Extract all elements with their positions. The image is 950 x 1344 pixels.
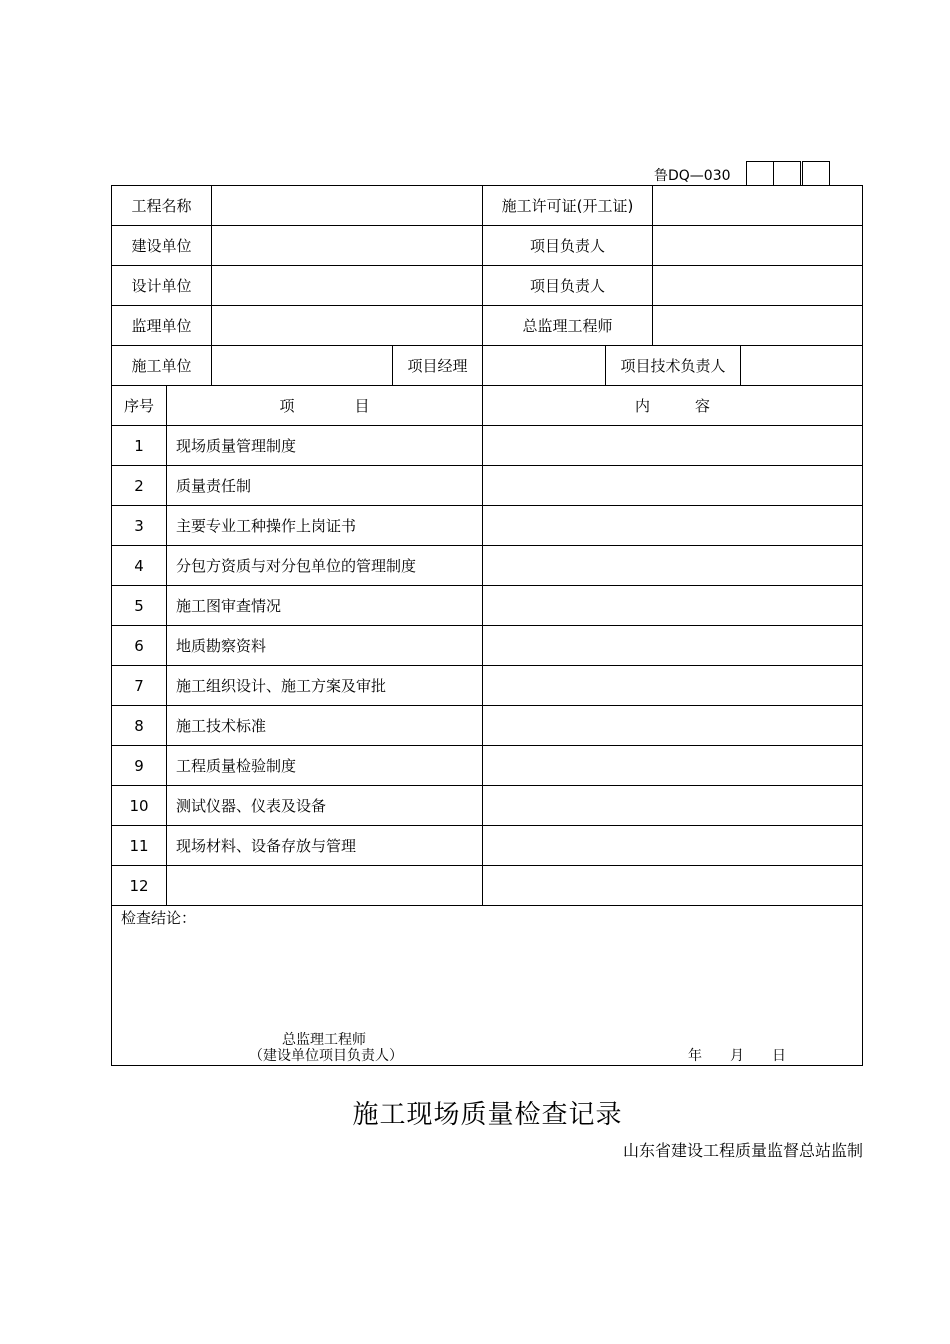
table-row [112,866,863,906]
tech-leader-field[interactable] [741,346,863,386]
page-title: 施工现场质量检查记录 [352,1100,623,1130]
header-item: 项 目 [167,386,483,426]
item-label: 现场材料、设备存放与管理 [167,826,483,866]
code-box-2[interactable] [773,161,801,186]
inspection-form-table [111,185,863,1066]
builder-label: 建设单位 [112,226,212,266]
item-content-field[interactable] [483,706,863,746]
permit-field[interactable] [653,186,863,226]
permit-label: 施工许可证(开工证) [483,186,653,226]
form-code: 鲁DQ—030 [654,168,731,184]
item-content-field[interactable] [483,866,863,906]
conclusion-label: 检查结论： [121,909,197,927]
item-no: 12 [112,866,167,906]
builder-field[interactable] [212,226,483,266]
row-builder [112,226,863,266]
item-label: 施工技术标准 [167,706,483,746]
table-row [112,786,863,826]
row-header [112,386,863,426]
table-row [112,426,863,466]
item-content-field[interactable] [483,826,863,866]
table-row [112,666,863,706]
row-conclusion [112,906,863,1066]
item-content-field[interactable] [483,746,863,786]
item-content-field[interactable] [483,506,863,546]
item-label: 主要专业工种操作上岗证书 [167,506,483,546]
table-row [112,546,863,586]
item-label: 测试仪器、仪表及设备 [167,786,483,826]
project-manager-label: 项目经理 [393,346,483,386]
item-label[interactable] [167,866,483,906]
item-no: 11 [112,826,167,866]
item-no: 5 [112,586,167,626]
table-row [112,746,863,786]
item-no: 8 [112,706,167,746]
supervisor-label: 监理单位 [112,306,212,346]
item-no: 2 [112,466,167,506]
item-label: 地质勘察资料 [167,626,483,666]
chief-supervisor-label: 总监理工程师 [483,306,653,346]
table-row [112,706,863,746]
table-row [112,626,863,666]
table-row [112,826,863,866]
item-no: 3 [112,506,167,546]
designer-field[interactable] [212,266,483,306]
date-label: 年 月 日 [688,1048,786,1064]
designer-label: 设计单位 [112,266,212,306]
row-supervisor [112,306,863,346]
project-manager-field[interactable] [483,346,606,386]
item-no: 1 [112,426,167,466]
item-no: 7 [112,666,167,706]
chief-supervisor-signature-label: 总监理工程师 [282,1032,366,1048]
issuer-footer: 山东省建设工程质量监督总站监制 [622,1141,863,1160]
row-designer [112,266,863,306]
builder-leader-signature-label: （建设单位项目负责人） [249,1048,403,1064]
item-label: 工程质量检验制度 [167,746,483,786]
item-no: 10 [112,786,167,826]
code-box-1[interactable] [746,161,774,186]
code-box-3[interactable] [802,161,830,186]
item-label: 质量责任制 [167,466,483,506]
designer-leader-field[interactable] [653,266,863,306]
builder-leader-field[interactable] [653,226,863,266]
table-row [112,506,863,546]
item-content-field[interactable] [483,786,863,826]
item-no: 9 [112,746,167,786]
constructor-field[interactable] [212,346,393,386]
chief-supervisor-field[interactable] [653,306,863,346]
project-name-label: 工程名称 [112,186,212,226]
item-content-field[interactable] [483,466,863,506]
table-row [112,586,863,626]
conclusion-field[interactable] [112,906,863,1066]
row-constructor [112,346,863,386]
item-label: 现场质量管理制度 [167,426,483,466]
item-label: 施工组织设计、施工方案及审批 [167,666,483,706]
table-row [112,466,863,506]
item-no: 6 [112,626,167,666]
header-content: 内 容 [483,386,863,426]
item-content-field[interactable] [483,546,863,586]
item-content-field[interactable] [483,666,863,706]
builder-leader-label: 项目负责人 [483,226,653,266]
constructor-label: 施工单位 [112,346,212,386]
item-label: 分包方资质与对分包单位的管理制度 [167,546,483,586]
tech-leader-label: 项目技术负责人 [606,346,741,386]
item-content-field[interactable] [483,586,863,626]
item-label: 施工图审查情况 [167,586,483,626]
item-content-field[interactable] [483,426,863,466]
header-no: 序号 [112,386,167,426]
supervisor-field[interactable] [212,306,483,346]
project-name-field[interactable] [212,186,483,226]
row-project-name [112,186,863,226]
item-no: 4 [112,546,167,586]
designer-leader-label: 项目负责人 [483,266,653,306]
item-content-field[interactable] [483,626,863,666]
